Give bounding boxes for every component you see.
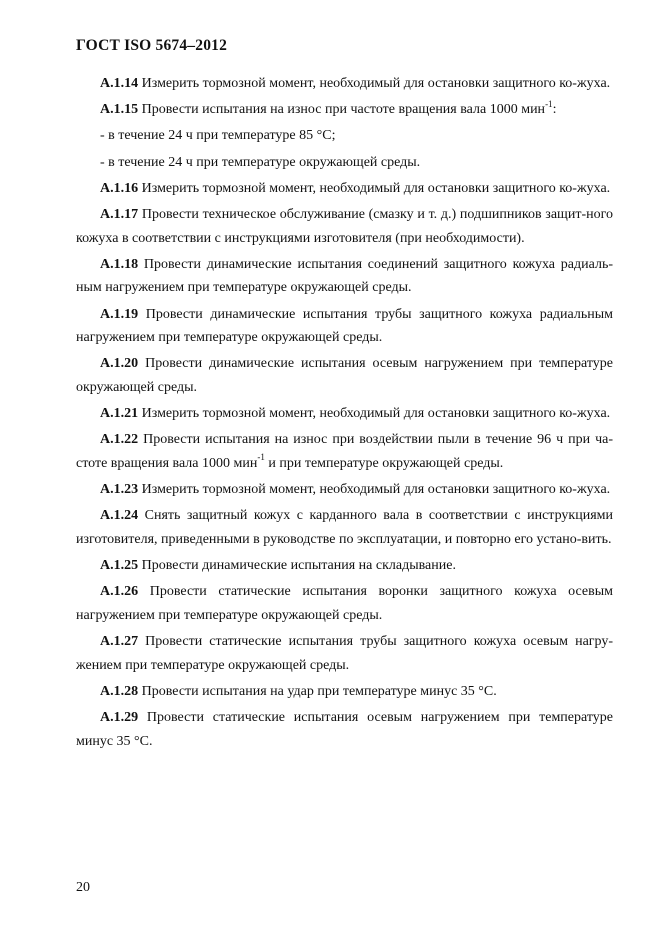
clause-text: Провести испытания на удар при температуре минус 35 °С. [141, 683, 497, 699]
paragraph [76, 98, 613, 122]
clause-text: Провести динамические испытания соединений защитного кожуха радиаль-ным нагружением при температуре окружающей среды. [76, 256, 613, 296]
clause-number: А.1.23 [100, 482, 139, 498]
clause-number: А.1.26 [100, 584, 139, 600]
list-item [76, 151, 613, 175]
paragraph [76, 478, 613, 502]
clause-text: Измерить тормозной момент, необходимый для остановки защитного ко-жуха. [141, 180, 611, 196]
clause-text: Провести динамические испытания на складывание. [141, 558, 456, 573]
list-item-text: - в течение 24 ч при температуре 85 °С; [100, 128, 336, 144]
clause-text: Провести статические испытания трубы защитного кожуха осевым нагру-жением при температуре окружающей среды. [76, 633, 613, 673]
paragraph [76, 630, 613, 677]
clause-number: А.1.17 [100, 206, 139, 222]
clause-text: Снять защитный кожух с карданного вала в соответствии с инструкциями изготовителя, приведенными в руководстве по эксплуатации, и повторно его устано-вить. [76, 508, 613, 547]
clause-text: Провести испытания на износ при частоте вращения вала 1000 мин [141, 102, 546, 118]
clause-number: А.1.19 [100, 306, 139, 322]
superscript: -1 [545, 98, 553, 109]
paragraph [76, 203, 613, 250]
clause-text: Провести испытания на износ при воздействии пыли в течение 96 ч при ча-стоте вращения вала 1000 мин [76, 432, 614, 471]
clause-number: А.1.22 [100, 432, 139, 448]
clause-text-after: : [552, 102, 557, 118]
paragraph [76, 352, 613, 399]
paragraph [76, 504, 613, 551]
clause-number: А.1.15 [100, 102, 139, 118]
clause-text: Провести динамические испытания осевым нагружением при температуре окружающей среды. [76, 356, 613, 395]
paragraph [76, 706, 613, 753]
paragraph [76, 177, 613, 201]
clause-number: А.1.29 [100, 709, 139, 725]
clause-text: Провести статические испытания воронки защитного кожуха осевым нагружением при температуре окружающей среды. [76, 584, 614, 623]
clause-text: Провести техническое обслуживание (смазку и т. д.) подшипников защит-ного кожуха в соответствии с инструкциями изготовителя (при необходимости). [76, 206, 613, 246]
clause-number: А.1.16 [100, 180, 139, 196]
paragraph [76, 554, 613, 578]
paragraph [76, 303, 613, 350]
paragraph [76, 428, 613, 475]
clause-number: А.1.18 [100, 256, 139, 272]
page-number: 20 [76, 880, 90, 895]
clause-text-after: и при температуре окружающей среды. [264, 455, 504, 471]
clause-text: Измерить тормозной момент, необходимый для остановки защитного ко-жуха. [141, 406, 611, 422]
clause-text: Измерить тормозной момент, необходимый для остановки защитного ко-жуха. [141, 76, 611, 91]
list-item [76, 124, 613, 148]
paragraph [76, 402, 613, 426]
list-item-text: - в течение 24 ч при температуре окружающей среды. [100, 154, 421, 170]
clause-text: Измерить тормозной момент, необходимый для остановки защитного ко-жуха. [141, 482, 611, 498]
clause-number: А.1.25 [100, 558, 139, 573]
clause-number: А.1.14 [100, 76, 139, 91]
paragraph [76, 580, 613, 627]
document-body [76, 72, 613, 756]
superscript: -1 [257, 452, 265, 463]
document-header: ГОСТ ISO 5674–2012 [76, 37, 228, 54]
paragraph [76, 72, 613, 96]
paragraph [76, 680, 613, 704]
clause-text: Провести динамические испытания трубы защитного кожуха радиальным нагружением при температуре окружающей среды. [76, 306, 614, 346]
clause-number: А.1.24 [100, 508, 139, 524]
clause-number: А.1.27 [100, 633, 139, 649]
clause-number: А.1.20 [100, 356, 139, 372]
clause-number: А.1.21 [100, 406, 139, 422]
paragraph [76, 253, 613, 300]
clause-text: Провести статические испытания осевым нагружением при температуре минус 35 °С. [76, 709, 614, 749]
clause-number: А.1.28 [100, 683, 139, 699]
